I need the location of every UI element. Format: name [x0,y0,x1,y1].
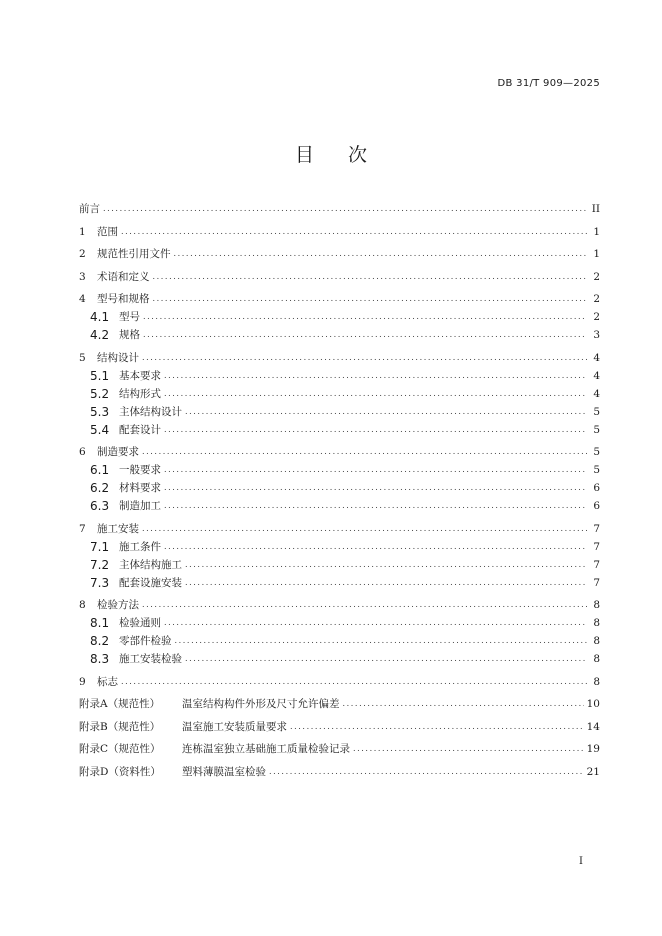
toc-entry-label: 前言 [79,203,100,215]
toc-entry-label: 型号和规格 [97,293,150,305]
toc-entry[interactable] [79,718,600,736]
toc-entry-label: 配套设施安装 [119,576,182,589]
toc-entry-label: 施工条件 [119,540,161,553]
toc-entry-page: 5 [593,423,600,436]
toc-entry-page: 7 [593,576,600,589]
page-number: I [579,856,583,867]
toc-entry[interactable] [79,538,600,556]
toc-entry-label: 标志 [97,675,118,688]
toc-entry[interactable] [79,763,600,781]
toc-entry[interactable] [79,497,600,515]
toc-entry-page: 2 [593,270,600,283]
toc-entry-page: 2 [593,311,600,323]
toc-entry-page: 7 [593,558,600,571]
toc-entry-page: 8 [593,635,600,647]
toc-leader-dots [290,718,584,736]
toc-entry-number: 6.1 [90,463,110,477]
toc-leader-dots [185,403,587,421]
toc-entry-page: 5 [593,405,600,418]
toc-entry-page: 7 [593,540,600,553]
toc-entry-label: 型号 [119,311,140,323]
toc-entry-label: 配套设计 [119,423,161,436]
toc-entry[interactable] [79,290,600,308]
toc-leader-dots [343,695,584,713]
toc-entry-number: 5.2 [90,386,110,401]
toc-entry-label: 施工安装检验 [119,653,182,665]
toc-entry-label: 主体结构设计 [119,405,182,418]
toc-leader-dots [142,349,587,367]
toc-entry-page: 4 [593,369,600,382]
toc-leader-dots [185,574,587,592]
toc-entry-number: 附录C（规范性） [79,743,161,755]
toc-entry-number: 附录B（规范性） [79,720,161,733]
toc-entry-page: 4 [593,387,600,400]
toc-entry-label: 检验通则 [119,617,161,629]
toc-leader-dots [185,650,587,668]
toc-entry-number: 4.2 [90,328,110,342]
toc-entry-label: 基本要求 [119,369,161,382]
toc-entry-page: 6 [593,482,600,494]
toc-entry-page: 21 [586,765,600,778]
toc-entry-page: 1 [593,225,600,238]
toc-entry-label: 术语和定义 [97,270,150,283]
toc-entry-number: 9 [79,675,86,688]
toc-entry[interactable] [79,596,600,614]
document-code: DB 31/T 909—2025 [497,78,600,89]
toc-entry-label: 规格 [119,329,140,341]
toc-entry[interactable] [79,650,600,668]
toc-entry[interactable] [79,632,600,650]
toc-entry-page: 8 [593,653,600,665]
toc-entry[interactable] [79,614,600,632]
toc-entry-number: 8 [79,599,86,611]
toc-entry-number: 8.1 [90,616,110,630]
toc-entry[interactable] [79,520,600,538]
toc-entry-label: 零部件检验 [119,635,172,647]
toc-entry-number: 附录A（规范性） [79,698,161,710]
toc-entry-number: 3 [79,270,86,283]
toc-entry-page: 5 [593,464,600,476]
toc-leader-dots [143,308,587,326]
toc-entry-page: 8 [593,675,600,688]
toc-leader-dots [121,673,587,691]
toc-leader-dots [164,614,587,632]
toc-leader-dots [164,479,587,497]
toc-entry[interactable] [79,245,600,263]
toc-entry[interactable] [79,349,600,367]
toc-leader-dots [121,223,587,241]
toc-entry-label: 结构设计 [97,351,139,364]
toc-leader-dots [164,367,587,385]
toc-entry-label: 主体结构施工 [119,558,182,571]
toc-entry-page: 1 [593,248,600,260]
toc-entry-label: 检验方法 [97,599,139,611]
toc-entry[interactable] [79,268,600,286]
toc-entry-number: 5.1 [90,368,110,383]
toc-entry-label: 一般要求 [119,464,161,476]
toc-leader-dots [142,443,587,461]
toc-leader-dots [153,268,588,286]
toc-entry[interactable] [79,326,600,344]
toc-entry-label: 施工安装 [97,522,139,535]
toc-leader-dots [103,200,587,218]
toc-leader-dots [142,520,587,538]
toc-leader-dots [164,385,587,403]
toc-entry[interactable] [79,403,600,421]
toc-entry-number: 7.3 [90,575,110,590]
toc-entry[interactable] [79,200,600,218]
toc-leader-dots [175,632,588,650]
toc-entry-number: 8.2 [90,634,110,648]
toc-leader-dots [142,596,587,614]
toc-entry-page: 3 [593,329,600,341]
toc-entry-label: 塑料薄膜温室检验 [182,765,266,778]
toc-entry[interactable] [79,574,600,592]
toc-entry[interactable] [79,461,600,479]
toc-entry[interactable] [79,695,600,713]
toc-entry-number: 8.3 [90,652,110,666]
toc-entry-page: 5 [593,446,600,458]
toc-entry[interactable] [79,367,600,385]
toc-entry-page: 8 [593,599,600,611]
toc-entry-page: 7 [593,522,600,535]
toc-entry[interactable] [79,223,600,241]
toc-entry[interactable] [79,740,600,758]
toc-entry-label: 范围 [97,225,118,238]
toc-entry-label: 规范性引用文件 [97,248,171,260]
toc-entry-label: 材料要求 [119,482,161,494]
toc-leader-dots [164,421,587,439]
toc-entry-page: II [591,203,600,215]
toc-entry[interactable] [79,385,600,403]
toc-leader-dots [269,763,584,781]
toc-entry-number: 6 [79,446,86,458]
toc-leader-dots [143,326,587,344]
toc-entry-page: 2 [593,293,600,305]
toc-entry-number: 5 [79,351,86,364]
toc-entry-number: 7.2 [90,557,110,572]
toc-entry-page: 19 [586,743,600,755]
toc-leader-dots [153,290,588,308]
toc-entry[interactable] [79,421,600,439]
toc-entry-number: 6.3 [90,499,110,513]
toc-entry-number: 4.1 [90,310,110,324]
toc-entry-number: 7.1 [90,539,110,554]
toc-entry[interactable] [79,556,600,574]
toc-entry-label: 制造加工 [119,500,161,512]
toc-entry[interactable] [79,443,600,461]
toc-entry[interactable] [79,479,600,497]
toc-entry-label: 温室施工安装质量要求 [182,720,287,733]
toc-entry-label: 制造要求 [97,446,139,458]
toc-leader-dots [185,556,587,574]
toc-leader-dots [164,497,587,515]
table-of-contents [79,200,600,781]
toc-entry-page: 14 [586,720,600,733]
toc-entry-number: 6.2 [90,481,110,495]
toc-entry-page: 8 [593,617,600,629]
toc-leader-dots [174,245,588,263]
toc-entry[interactable] [79,673,600,691]
toc-entry-label: 连栋温室独立基础施工质量检验记录 [182,743,350,755]
page-title: 目次 [294,144,401,166]
toc-entry-label: 结构形式 [119,387,161,400]
toc-entry-label: 温室结构构件外形及尺寸允许偏差 [182,698,340,710]
toc-leader-dots [353,740,584,758]
toc-entry-page: 10 [586,698,600,710]
toc-entry-page: 6 [593,500,600,512]
toc-entry-number: 5.4 [90,422,110,437]
toc-entry-page: 4 [593,351,600,364]
toc-entry-number: 7 [79,522,86,535]
toc-entry-number: 2 [79,248,86,260]
toc-entry[interactable] [79,308,600,326]
toc-leader-dots [164,538,587,556]
toc-entry-number: 附录D（资料性） [79,765,161,778]
toc-entry-number: 1 [79,225,86,238]
toc-entry-number: 4 [79,293,86,305]
toc-entry-number: 5.3 [90,404,110,419]
toc-leader-dots [164,461,587,479]
